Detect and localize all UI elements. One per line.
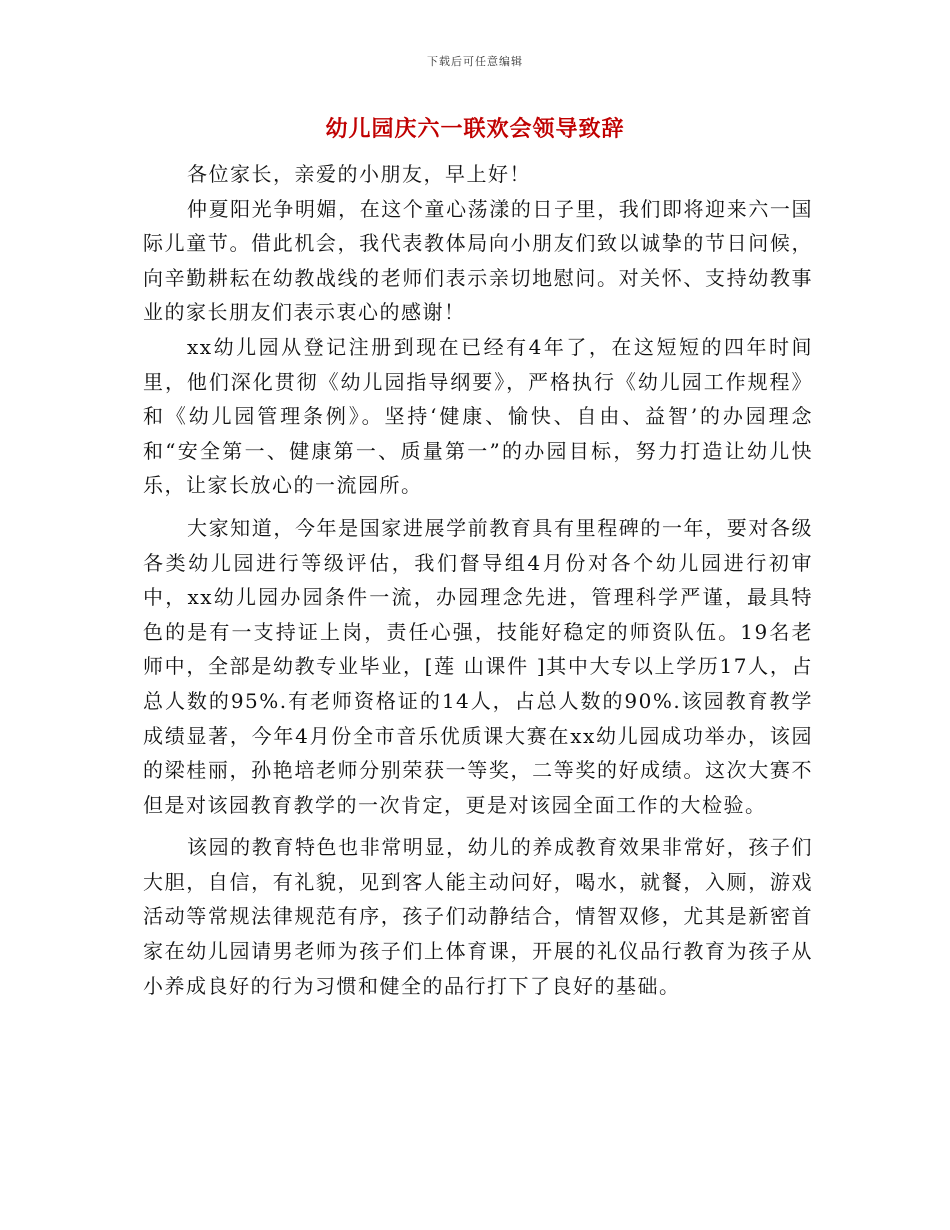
paragraph-history: xx幼儿园从登记注册到现在已经有4年了，在这短短的四年时间里，他们深化贯彻《幼儿园指导纲要》，严格执行《幼儿园工作规程》和《幼儿园管理条例》。坚持‘健康、愉快、自由、益智’的办园理念和“安全第一、健康第一、质量第一”的办园目标，努力打造让幼儿快乐，让家长放心的一流园所。 bbox=[143, 334, 813, 498]
document-body bbox=[143, 157, 813, 1003]
paragraph-features: 该园的教育特色也非常明显，幼儿的养成教育效果非常好，孩子们大胆，自信，有礼貌，见到客人能主动问好，喝水，就餐，入厕，游戏活动等常规法律规范有序，孩子们动静结合，情智双修，尤其是新密首家在幼儿园请男老师为孩子们上体育课，开展的礼仪品行教育为孩子从小养成良好的行为习惯和健全的品行打下了良好的基础。 bbox=[143, 835, 813, 998]
paragraph-opening: 仲夏阳光争明媚，在这个童心荡漾的日子里，我们即将迎来六一国际儿童节。借此机会，我代表教体局向小朋友们致以诚挚的节日问候，向辛勤耕耘在幼教战线的老师们表示亲切地慰问。对关怀、支持幼教事业的家长朋友们表示衷心的感谢！ bbox=[143, 196, 813, 325]
paragraph-greeting: 各位家长，亲爱的小朋友，早上好！ bbox=[187, 162, 531, 186]
document-title: 幼儿园庆六一联欢会领导致辞 bbox=[325, 116, 625, 142]
page-header-note: 下载后可任意编辑 bbox=[427, 55, 523, 68]
paragraph-evaluation: 大家知道，今年是国家进展学前教育具有里程碑的一年，要对各级各类幼儿园进行等级评估，我们督导组4月份对各个幼儿园进行初审中，xx幼儿园办园条件一流，办园理念先进，管理科学严谨，最具特色的是有一支持证上岗，责任心强，技能好稳定的师资队伍。19名老师中，全部是幼教专业毕业，[莲 山课件 ]其中大专以上学历17人，占总人数的95%.有老师资格证的14人，占总人数的90%.该园教育教学成绩显著，今年4月份全市音乐优质课大赛在xx幼儿园成功举办，该园的梁桂丽，孙艳培老师分别荣获一等奖，二等奖的好成绩。这次大赛不但是对该园教育教学的一次肯定，更是对该园全面工作的大检验。 bbox=[143, 515, 813, 817]
